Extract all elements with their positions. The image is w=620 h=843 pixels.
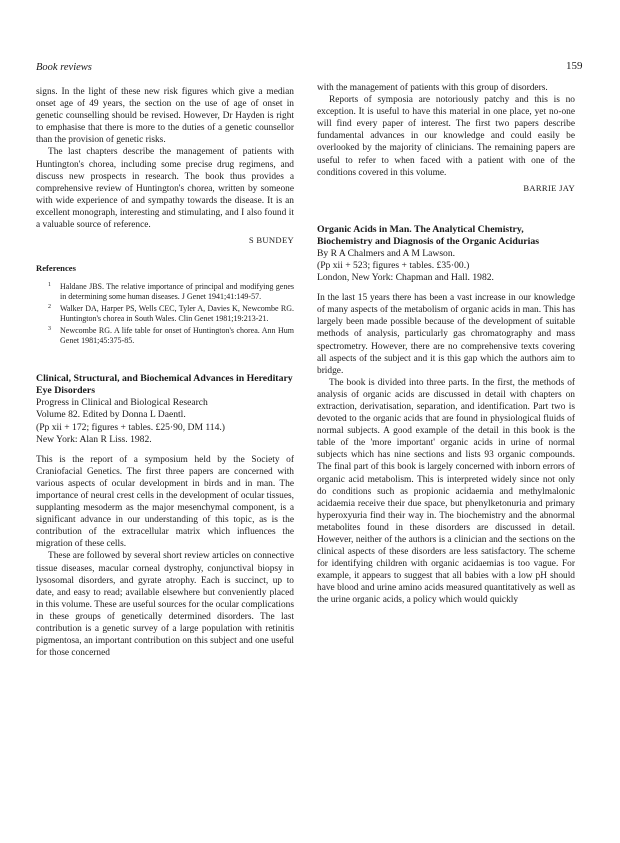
reviewer-signature: BARRIE JAY (523, 182, 575, 193)
reference-number: 3 (48, 326, 51, 333)
review-biblio-line: New York: Alan R Liss. 1982. (36, 433, 152, 445)
review-biblio-line: By R A Chalmers and A M Lawson. (317, 247, 456, 259)
paragraph: These are followed by several short review articles on connective tissue diseases, macular corneal dystrophy, conjunctival biopsy in lysosomal disorders, and gyrate atrophy. Each is succinct, up to date, and easy to read; available elsewhere but conveniently placed in this volume. These are useful sources for the ocular complications in these groups of genetically determined disorders. The last contribution is a genetic survey of a large population with retinitis pigmentosa, an important contribution on this subject and one useful for those concerned (36, 551, 294, 659)
paragraph: signs. In the light of these new risk figures which give a median onset age of 49 years, the section on the use of age of onset in genetic counselling should be revised. However, Dr Hayden is right to emphasise that there is more to the duties of a genetic counsellor than the provision of genetic risks. (36, 87, 294, 146)
page-number: 159 (566, 60, 583, 72)
review-biblio-line: (Pp xii + 172; figures + tables. £25·90, DM 114.) (36, 421, 225, 433)
references-heading: References (36, 263, 76, 274)
review-title: Clinical, Structural, and Biochemical Advances in Hereditary Eye Disorders (36, 373, 293, 397)
right-column (317, 82, 575, 607)
reference-text: Haldane JBS. The relative importance of principal and modifying genes in determining some human diseases. J Genet 1941;41:149-57. (60, 282, 294, 302)
reference-text: Walker DA, Harper PS, Wells CEC, Tyler A, Davies K, Newcombe RG. Huntington's chorea in South Wales. Clin Genet 1981;19:213-21. (60, 304, 294, 324)
paragraph: with the management of patients with this group of disorders. (317, 83, 548, 93)
reference-number: 1 (48, 282, 51, 289)
paragraph: In the last 15 years there has been a vast increase in our knowledge of many aspects of the metabolism of organic acids in man. This has largely been made possible because of the development of suitable methods of analysis, particularly gas chromatography and mass spectrometry. However, there are no comprehensive texts covering all aspects of the subject and it is this gap which the authors aim to bridge. (317, 293, 575, 376)
paragraph: Reports of symposia are notoriously patchy and this is no exception. It is useful to have this material in one place, yet no-one will find every paper of interest. The first two papers describe fundamental advances in our knowledge and could easily be overlooked by the majority of clinicians. The remaining papers are useful to refer to when faced with a patient with one of the conditions covered in this volume. (317, 95, 575, 178)
review-biblio-line: London, New York: Chapman and Hall. 1982. (317, 272, 494, 284)
left-column (36, 86, 294, 659)
reference-item (36, 304, 294, 324)
paragraph: This is the report of a symposium held by the Society of Craniofacial Genetics. The first three papers are concerned with various aspects of ocular development in birds and in man. The importance of neural crest cells in the development of ocular tissues, supplanting mesoderm as the major mesenchymal component, is a significant advance in our understanding of this topic, as is the contribution of the extracellular matrix which influences the migration of these cells. (36, 454, 294, 550)
reviewer-signature: S BUNDEY (248, 235, 294, 246)
reference-text: Newcombe RG. A life table for onset of Huntington's chorea. Ann Hum Genet 1981;45:375-85. (60, 326, 294, 346)
review-biblio-line: (Pp xii + 523; figures + tables. £35·00.) (317, 259, 470, 271)
paragraph: The last chapters describe the management of patients with Huntington's chorea, including some precise drug regimens, and discuss new prospects in research. The book thus provides a comprehensive review of Huntington's chorea, written by someone with wide experience of and sympathy towards the disease. It is an excellent monograph, interesting and stimulating, and I also found it a valuable source of reference. (36, 147, 294, 231)
review-biblio-line: Progress in Clinical and Biological Research (36, 397, 208, 409)
paragraph: The book is divided into three parts. In the first, the methods of analysis of organic acids are discussed in detail with chapters on extraction, derivatisation, separation, and identification. Part two is devoted to the organic acids that are found in physiological fluids of normal subjects. A good example of the detail in this book is the table of the 'more important' organic acids in urine of normal subjects which has nine sections and lists 93 organic compounds. The final part of this book is largely concerned with inborn errors of organic acid metabolism. This is interpreted widely since not only do conditions such as propionic acidaemia and methylmalonic acidaemia receive their due space, but phenylketonuria and primary hyperoxyuria find their way in. The biochemistry and the abnormal metabolites found in these disorders are discussed in detail. However, neither of the authors is a clinician and the sections on the clinical aspects of these disorders are less satisfactory. The scheme for identifying children with organic acidaemias is too vague. For example, it appears to suggest that all babies with a low pH should have blood and urine amino acids measured quantitatively as well as the urine organic acids, a policy which would quickly (317, 377, 575, 606)
reference-number: 2 (48, 304, 51, 311)
reference-item (36, 326, 294, 346)
review-biblio-line: Volume 82. Edited by Donna L Daentl. (36, 409, 186, 421)
reference-item (36, 282, 294, 302)
running-header-section: Book reviews (36, 62, 92, 73)
review-title: Organic Acids in Man. The Analytical Chemistry, Biochemistry and Diagnosis of the Organic Acidurias (317, 223, 540, 247)
